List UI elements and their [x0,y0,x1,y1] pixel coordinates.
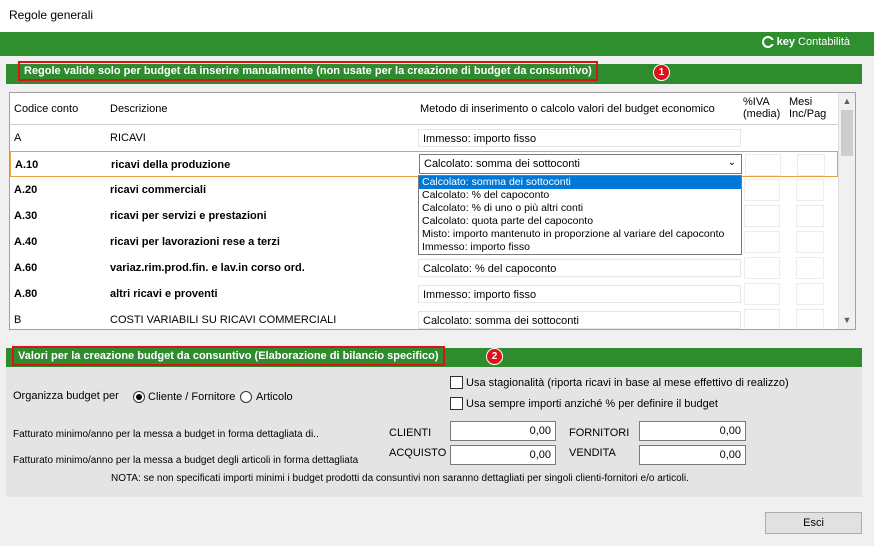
clienti-label: CLIENTI [389,427,432,439]
table-row-selected[interactable]: A.10 ricavi della produzione Calcolato: somma dei sottoconti ⌄ [10,151,838,177]
table-row[interactable]: A.30 ricavi per servizi e prestazioni [10,203,838,229]
table-row[interactable]: B COSTI VARIABILI SU RICAVI COMMERCIALI Calcolato: somma dei sottoconti [10,307,838,330]
dropdown-option[interactable]: Calcolato: % di uno o più altri conti [422,202,584,214]
iva-cell[interactable] [744,231,780,253]
scroll-thumb[interactable] [841,110,853,156]
mesi-cell[interactable] [796,309,824,330]
method-cell[interactable]: Calcolato: % del capoconto [418,259,741,277]
table-row[interactable]: A.40 ricavi per lavorazioni rese a terzi [10,229,838,255]
fatturato-articoli-label: Fatturato minimo/anno per la messa a budget degli articoli in forma dettagliata [13,455,359,466]
check-stagionalita[interactable] [450,376,463,389]
table-row[interactable]: A.60 variaz.rim.prod.fin. e lav.in corso ord. Calcolato: % del capoconto [10,255,838,281]
vendita-input[interactable]: 0,00 [639,445,746,465]
table-row[interactable]: A RICAVI Immesso: importo fisso [10,125,838,151]
check-importi[interactable] [450,397,463,410]
radio-articolo-label[interactable]: Articolo [256,391,293,403]
dropdown-option[interactable]: Calcolato: % del capoconto [422,189,550,201]
fornitori-label: FORNITORI [569,427,630,439]
method-cell[interactable]: Immesso: importo fisso [418,285,741,303]
section2-badge: 2 [486,348,503,365]
method-dropdown-list[interactable] [418,175,742,255]
window-title: Regole generali [0,0,874,32]
mesi-cell[interactable] [796,231,824,253]
section1-title: Regole valide solo per budget da inserire manualmente (non usate per la creazione di budget da consuntivo) [18,61,598,81]
brand-logo [762,36,850,48]
mesi-cell[interactable] [796,179,824,201]
method-cell[interactable]: Immesso: importo fisso [418,129,741,147]
iva-cell[interactable] [744,283,780,305]
acquisto-input[interactable]: 0,00 [450,445,556,465]
fatturato-clienti-label: Fatturato minimo/anno per la messa a budget in forma dettagliata di.. [13,429,319,440]
dropdown-option[interactable]: Misto: importo mantenuto in proporzione al variare del capoconto [422,228,725,240]
grid-scrollbar[interactable] [838,93,855,329]
key-logo-icon [762,36,774,48]
table-row[interactable]: A.20 ricavi commerciali [10,177,838,203]
table-row[interactable]: A.80 altri ricavi e proventi Immesso: importo fisso [10,281,838,307]
acquisto-label: ACQUISTO [389,447,447,459]
dropdown-option[interactable]: Immesso: importo fisso [422,241,530,253]
section2-title: Valori per la creazione budget da consuntivo (Elaborazione di bilancio specifico) [12,346,445,366]
dropdown-option[interactable]: Calcolato: quota parte del capoconto [422,215,594,227]
check-importi-label[interactable]: Usa sempre importi anziché % per definire il budget [466,398,718,410]
scroll-down-icon[interactable]: ▼ [842,315,852,325]
mesi-cell[interactable] [797,154,825,176]
check-stagionalita-label[interactable]: Usa stagionalità (riporta ricavi in base al mese effettivo di realizzo) [466,377,789,389]
col-code[interactable]: Codice conto [14,103,79,115]
method-combo[interactable]: Calcolato: somma dei sottoconti ⌄ [419,154,742,174]
dropdown-option[interactable]: Calcolato: somma dei sottoconti [419,176,741,189]
brand-bar [0,32,874,56]
exit-button[interactable]: Esci [765,512,862,534]
section1-badge: 1 [653,64,670,81]
iva-cell[interactable] [745,154,781,176]
vendita-label: VENDITA [569,447,616,459]
mesi-cell[interactable] [796,257,824,279]
radio-cliente-label[interactable]: Cliente / Fornitore [148,391,236,403]
radio-cliente[interactable] [133,391,145,403]
chevron-down-icon[interactable]: ⌄ [727,157,736,168]
iva-cell[interactable] [744,309,780,330]
scroll-up-icon[interactable]: ▲ [842,96,852,106]
iva-cell[interactable] [744,205,780,227]
organizza-label: Organizza budget per [13,390,119,402]
grid-header [10,93,838,125]
nota-text: NOTA: se non specificati importi minimi i budget prodotti da consuntivi non saranno dettagliati per singoli clienti-fornitori e/o articoli. [111,473,689,484]
radio-articolo[interactable] [240,391,252,403]
iva-cell[interactable] [744,179,780,201]
brand-name: Contabilità [798,36,850,48]
iva-cell[interactable] [744,257,780,279]
col-method[interactable]: Metodo di inserimento o calcolo valori del budget economico [420,103,715,115]
fornitori-input[interactable]: 0,00 [639,421,746,441]
col-mesi[interactable]: Mesi Inc/Pag [789,96,827,120]
mesi-cell[interactable] [796,283,824,305]
brand-key: key [776,36,796,48]
col-iva[interactable]: %IVA (media) [743,96,781,120]
col-desc[interactable]: Descrizione [110,103,168,115]
mesi-cell[interactable] [796,205,824,227]
method-cell[interactable]: Calcolato: somma dei sottoconti [418,311,741,329]
clienti-input[interactable]: 0,00 [450,421,556,441]
